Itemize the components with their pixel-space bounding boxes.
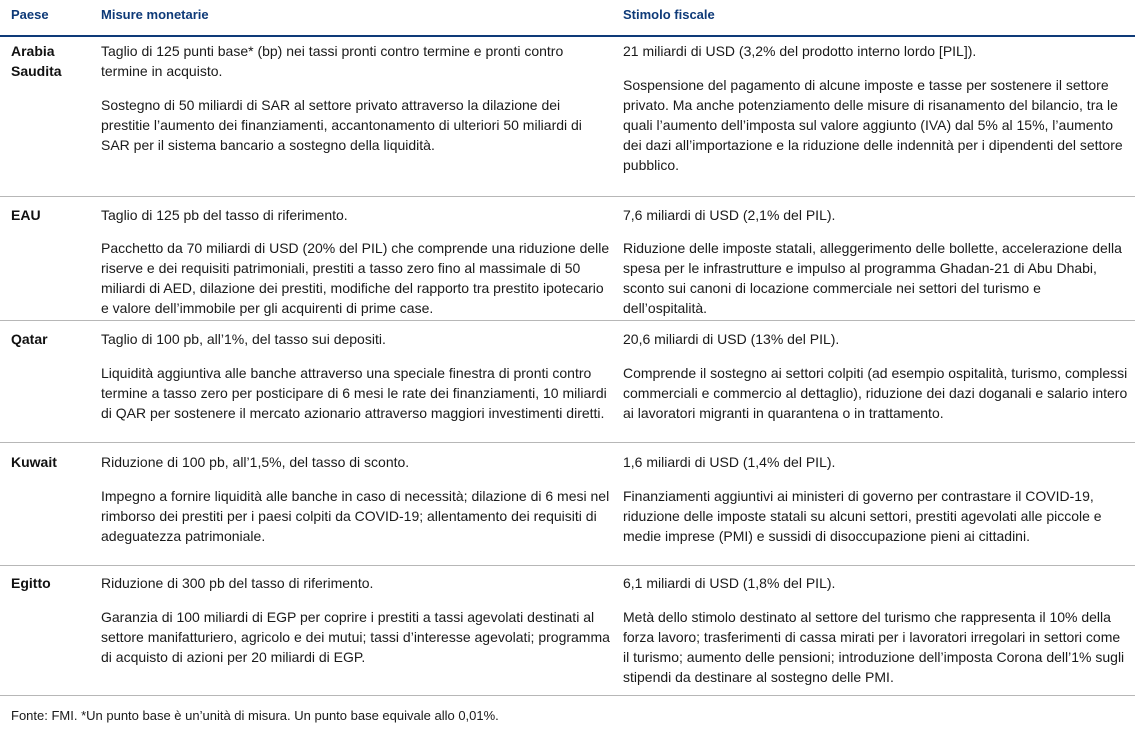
country-name: Qatar (11, 331, 48, 347)
fiscal-amount: 21 miliardi di USD (3,2% del prodotto interno lordo [PIL]). (623, 43, 977, 59)
fiscal-detail: Comprende il sostegno ai settori colpiti (ad esempio ospitalità, turismo, complessi commerciali e commercio al dettaglio), riduzione dei dazi doganali e salario intero ai lavoratori migranti in quarantena o in trattamento. (623, 365, 1128, 421)
header-fiscal: Stimolo fiscale (623, 7, 715, 22)
fiscal-detail: Riduzione delle imposte statali, alleggerimento delle bollette, accelerazione della spesa per le infrastrutture e impulso al programma Ghadan-21 di Abu Dhabi, sconto sui canoni di locazione commerciale nei settori del turismo e dell’ospitalità. (623, 240, 1122, 316)
country-name: Kuwait (11, 454, 57, 470)
fiscal-amount: 6,1 miliardi di USD (1,8% del PIL). (623, 575, 836, 591)
fiscal-detail: Sospensione del pagamento di alcune imposte e tasse per sostenere il settore privato. Ma anche potenziamento delle misure di risanamento del bilancio, tra le quali l’aumento dell’imposta sul valore aggiunto (IVA) dal 5% al 15%, l’aumento dei dazi all’importazione e la riduzione delle indennità per i dipendenti del settore pubblico. (623, 77, 1123, 173)
country-name: EAU (11, 207, 41, 223)
row-divider (0, 196, 1135, 197)
monetary-detail: Pacchetto da 70 miliardi di USD (20% del PIL) che comprende una riduzione delle riserve e dei requisiti patrimoniali, prestiti a tasso zero fino al massimale di 50 miliardi di AED, dilazione dei prestiti, modifiche del rapporto tra prestito ipotecario e valore dell’immobile per gli acquirenti di prime case. (101, 240, 610, 316)
source-footnote: Fonte: FMI. *Un punto base è un’unità di misura. Un punto base equivale allo 0,01%. (11, 708, 499, 723)
country-name: Arabia Saudita (11, 43, 62, 79)
row-divider (0, 565, 1135, 566)
monetary-detail: Sostegno di 50 miliardi di SAR al settore privato attraverso la dilazione dei prestitie l’aumento dei finanziamenti, accantonamento di ulteriori 50 miliardi di SAR per il sistema bancario a sostegno della liquidità. (101, 97, 582, 153)
header-monetary: Misure monetarie (101, 7, 209, 22)
fiscal-amount: 1,6 miliardi di USD (1,4% del PIL). (623, 454, 836, 470)
fiscal-amount: 20,6 miliardi di USD (13% del PIL). (623, 331, 840, 347)
fiscal-amount: 7,6 miliardi di USD (2,1% del PIL). (623, 207, 836, 223)
monetary-measure: Taglio di 100 pb, all’1%, del tasso sui depositi. (101, 331, 386, 347)
monetary-detail: Garanzia di 100 miliardi di EGP per coprire i prestiti a tassi agevolati destinati al settore manifatturiero, agricolo e dei mutui; tassi d’interesse agevolati; programma di acquisto di azioni per 20 miliardi di EGP. (101, 609, 610, 665)
monetary-measure: Taglio di 125 pb del tasso di riferimento. (101, 207, 348, 223)
row-divider (0, 320, 1135, 321)
monetary-measure: Riduzione di 300 pb del tasso di riferimento. (101, 575, 374, 591)
monetary-detail: Liquidità aggiuntiva alle banche attraverso una speciale finestra di pronti contro termine a tasso zero per posticipare di 6 mesi le rate dei finanziamenti, 10 miliardi di QAR per sostenere il mercato azionario attraverso maggiori investimenti diretti. (101, 365, 607, 421)
header-country: Paese (11, 7, 49, 22)
country-name: Egitto (11, 575, 51, 591)
row-divider (0, 695, 1135, 696)
row-divider (0, 442, 1135, 443)
monetary-measure: Riduzione di 100 pb, all’1,5%, del tasso di sconto. (101, 454, 410, 470)
fiscal-detail: Finanziamenti aggiuntivi ai ministeri di governo per contrastare il COVID-19, riduzione delle imposte statali su alcuni settori, prestiti agevolati alle piccole e medie imprese (PMI) e sussidi di disoccupazione pieni ai cittadini. (623, 488, 1102, 544)
monetary-measure: Taglio di 125 punti base* (bp) nei tassi pronti contro termine e pronti contro termine in acquisto. (101, 43, 564, 79)
table-header (0, 0, 1135, 37)
monetary-detail: Impegno a fornire liquidità alle banche in caso di necessità; dilazione di 6 mesi nel rimborso dei prestiti per i paesi colpiti da COVID-19; allentamento dei requisiti di adeguatezza patrimoniale. (101, 488, 610, 544)
fiscal-detail: Metà dello stimolo destinato al settore del turismo che rappresenta il 10% della forza lavoro; trasferimenti di cassa mirati per i lavoratori irregolari in settori come il turismo; aumento delle pensioni; introduzione dell’imposta Corona dell’1% sugli stipendi da destinare al sostegno delle PMI. (623, 609, 1125, 685)
